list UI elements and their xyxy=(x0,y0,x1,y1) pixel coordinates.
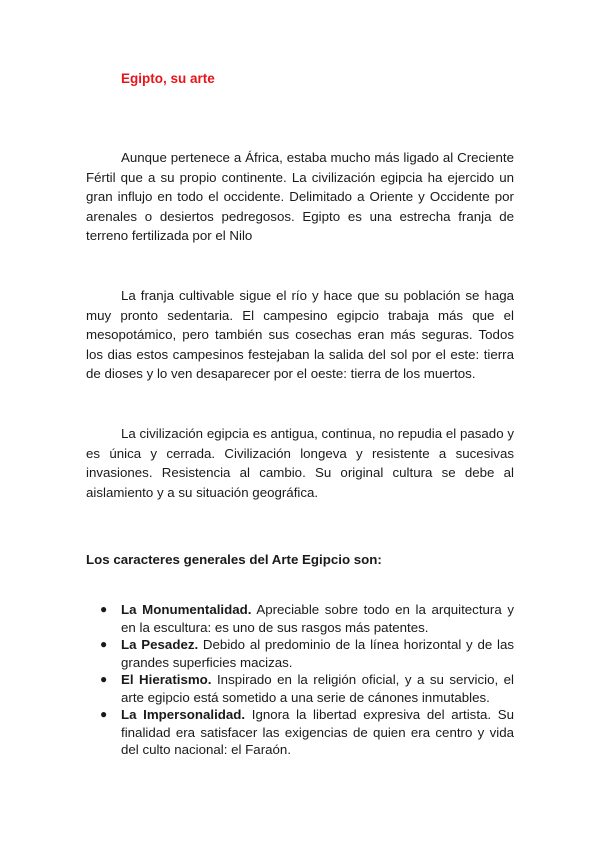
list-heading: Los caracteres generales del Arte Egipcio son: xyxy=(86,552,382,567)
paragraph-farmland: La franja cultivable sigue el río y hace que su población se haga muy pronto sedentaria. El campesino egipcio trabaja más que el mesopotámico, pero también sus cosechas eran más seguras. Todos los dias estos campesinos festejaban la salida del sol por el este: tierra de dioses y lo ven desaparecer por el oeste: tierra de los muertos. xyxy=(86,288,514,381)
list-item xyxy=(86,636,514,671)
list-item xyxy=(86,601,514,636)
list-item-text: Inspirado en la religión oficial, y a su servicio, el arte egipcio está sometido a una serie de cánones inmutables. xyxy=(121,672,514,705)
bullet-icon: ● xyxy=(100,672,108,686)
list-item xyxy=(86,671,514,706)
paragraph-civilization: La civilización egipcia es antigua, continua, no repudia el pasado y es única y cerrada. Civilización longeva y resistente a sucesivas invasiones. Resistencia al cambio. Su original cultura se debe al aislamiento y a su situación geográfica. xyxy=(86,426,514,500)
list-item-text: Apreciable sobre todo en la arquitectura y en la escultura: es uno de sus rasgos más patentes. xyxy=(121,602,514,635)
list-item-term: La Pesadez. xyxy=(121,637,199,652)
list-item xyxy=(86,706,514,759)
bullet-icon: ● xyxy=(100,637,108,651)
list-item-text: Debido al predominio de la línea horizontal y de las grandes superficies macizas. xyxy=(121,637,514,670)
list-item-term: El Hieratismo. xyxy=(121,672,212,687)
paragraph-intro: Aunque pertenece a África, estaba mucho más ligado al Creciente Fértil que a su propio continente. La civilización egipcia ha ejercido un gran influjo en todo el occidente. Delimitado a Oriente y Occidente por arenales o desiertos pedregosos. Egipto es una estrecha franja de terreno fertilizada por el Nilo xyxy=(86,150,514,243)
characteristics-list xyxy=(86,601,514,759)
document-title: Egipto, su arte xyxy=(121,71,215,86)
list-item-term: La Impersonalidad. xyxy=(121,707,246,722)
list-item-text: Ignora la libertad expresiva del artista. Su finalidad era satisfacer las exigencias de quien era centro y vida del culto nacional: el Faraón. xyxy=(121,707,515,757)
bullet-icon: ● xyxy=(100,602,108,616)
bullet-icon: ● xyxy=(100,707,108,721)
list-item-term: La Monumentalidad. xyxy=(121,602,252,617)
